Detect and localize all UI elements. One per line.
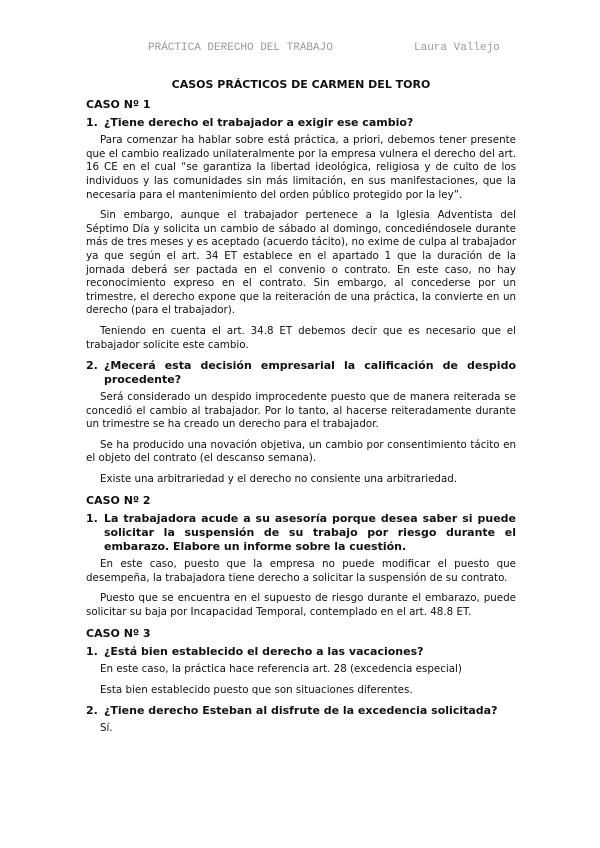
- case-2-question-1: [86, 512, 516, 554]
- page-header: [0, 42, 600, 58]
- question-number: 1.: [86, 512, 98, 526]
- case-3-heading: CASO Nº 3: [86, 626, 151, 640]
- case-3-question-1: [86, 645, 516, 659]
- document-body: [86, 78, 516, 743]
- paragraph: Se ha producido una novación objetiva, un cambio por consentimiento tácito en el objeto del contrato (el descanso semana).: [86, 438, 516, 465]
- case-1-question-2: [86, 359, 516, 387]
- header-course-title: PRÁCTICA DERECHO DEL TRABAJO: [148, 42, 333, 54]
- paragraph: Esta bien establecido puesto que son situaciones diferentes.: [100, 683, 413, 696]
- header-author: Laura Vallejo: [414, 42, 500, 54]
- question-number: 1.: [86, 116, 98, 130]
- paragraph: Será considerado un despido improcedente puesto que de manera reiterada se concedió el cambio al trabajador. Por lo tanto, al hacerse reiteradamente durante un trimestre se ha creado un derecho para el trabajador.: [86, 391, 516, 431]
- question-number: 2.: [86, 359, 98, 373]
- paragraph: Sí.: [100, 722, 113, 735]
- question-number: 1.: [86, 645, 98, 659]
- question-text: ¿Tiene derecho el trabajador a exigir ese cambio?: [104, 116, 414, 130]
- case-3-question-2: [86, 704, 516, 718]
- case-1-question-1: [86, 116, 516, 130]
- paragraph: En este caso, la práctica hace referencia art. 28 (excedencia especial): [100, 663, 462, 676]
- question-text: ¿Está bien establecido el derecho a las vacaciones?: [104, 645, 424, 659]
- paragraph: En este caso, puesto que la empresa no puede modificar el puesto que desempeña, la trabajadora tiene derecho a solicitar la suspensión de su contrato.: [86, 558, 516, 584]
- case-2-heading: CASO Nº 2: [86, 493, 151, 507]
- paragraph: Puesto que se encuentra en el supuesto de riesgo durante el embarazo, puede solicitar su baja por Incapacidad Temporal, contemplado en el art. 48.8 ET.: [86, 592, 516, 619]
- question-text: ¿Tiene derecho Esteban al disfrute de la excedencia solicitada?: [104, 704, 498, 718]
- document-title: CASOS PRÁCTICOS DE CARMEN DEL TORO: [171, 78, 431, 91]
- paragraph: Teniendo en cuenta el art. 34.8 ET debemos decir que es necesario que el trabajador solicite este cambio.: [86, 324, 516, 351]
- question-text: La trabajadora acude a su asesoría porque desea saber si puede solicitar la suspensión de su trabajo por riesgo durante el embarazo. Elabore un informe sobre la cuestión.: [104, 512, 516, 554]
- paragraph: Sin embargo, aunque el trabajador pertenece a la Iglesia Adventista del Séptimo Día y solicita un cambio de sábado al domingo, concediéndosele durante más de tres meses y es aceptado (acuerdo tácito), no exime de culpa al trabajador ya que según el art. 34 ET establece en el apartado 1 que la duración de la jornada deberá ser pactada en el convenio o contrato. En este caso, no hay reconocimiento expreso en el contrato. Sin embargo, al concederse por un trimestre, el derecho expone que la reiteración de una práctica, la convierte en un derecho (para el trabajador).: [86, 209, 516, 317]
- paragraph: Existe una arbitrariedad y el derecho no consiente una arbitrariedad.: [100, 473, 458, 486]
- question-text: ¿Mecerá esta decisión empresarial la calificación de despido procedente?: [104, 359, 516, 387]
- paragraph: Para comenzar ha hablar sobre está práctica, a priori, debemos tener presente que el cambio realizado unilateralmente por la empresa vulnera el derecho del art. 16 CE en el cual “se garantiza la libertad ideológica, religiosa y de culto de los individuos y las comunidades sin más limitación, en sus manifestaciones, que la necesaria para el mantenimiento del orden público protegido por la ley”.: [86, 134, 516, 201]
- case-1-heading: CASO Nº 1: [86, 97, 151, 111]
- question-number: 2.: [86, 704, 98, 718]
